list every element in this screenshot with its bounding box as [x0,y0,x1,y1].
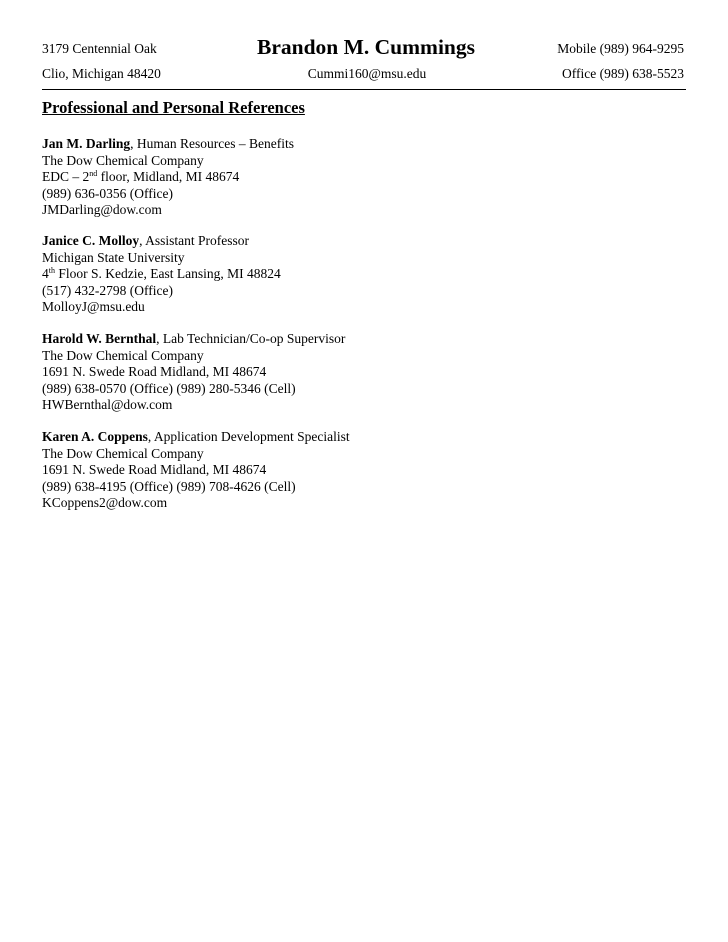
reference-title: , Application Development Specialist [147,429,350,444]
reference-phone: (989) 636-0356 (Office) [42,185,173,201]
header-street: 3179 Centennial Oak [42,41,157,56]
reference-name: Janice C. Molloy [42,233,140,248]
reference-address-superscript: th [48,266,55,275]
reference-address-part: 4 [42,266,49,281]
header-divider [42,89,686,90]
reference-block [42,233,281,316]
reference-heading [42,429,350,446]
reference-organization: The Dow Chemical Company [42,347,204,363]
reference-email[interactable]: MolloyJ@msu.edu [42,299,145,314]
reference-organization: The Dow Chemical Company [42,152,204,168]
reference-name: Jan M. Darling [42,136,131,151]
reference-name: Karen A. Coppens [42,429,148,444]
reference-email[interactable]: KCoppens2@dow.com [42,495,168,510]
section-title: Professional and Personal References [42,98,305,117]
header-email[interactable]: Cummi160@msu.edu [307,66,427,81]
reference-address-part: EDC – 2 [42,169,90,184]
header-name: Brandon M. Cummings [256,35,476,59]
reference-organization: Michigan State University [42,249,185,265]
reference-address: 1691 N. Swede Road Midland, MI 48674 [42,364,267,379]
reference-email[interactable]: HWBernthal@dow.com [42,397,173,412]
header-office: Office (989) 638-5523 [562,66,684,81]
reference-address [42,266,281,283]
reference-title: , Human Resources – Benefits [130,136,294,151]
reference-title: , Assistant Professor [139,233,250,248]
header-mobile: Mobile (989) 964-9295 [557,41,684,56]
reference-address: 1691 N. Swede Road Midland, MI 48674 [42,462,267,477]
reference-address-superscript: nd [89,169,98,178]
reference-block [42,331,345,414]
reference-phone: (517) 432-2798 (Office) [42,282,173,298]
reference-address-part: floor, Midland, MI 48674 [97,169,240,184]
reference-phone: (989) 638-4195 (Office) (989) 708-4626 (Cell) [42,478,296,494]
reference-heading [42,331,345,348]
header-city: Clio, Michigan 48420 [42,66,161,81]
reference-block [42,429,350,512]
reference-title: , Lab Technician/Co-op Supervisor [156,331,346,346]
reference-address [42,169,294,186]
reference-heading [42,233,281,250]
reference-name: Harold W. Bernthal [42,331,157,346]
reference-organization: The Dow Chemical Company [42,445,204,461]
reference-email[interactable]: JMDarling@dow.com [42,202,162,217]
reference-phone: (989) 638-0570 (Office) (989) 280-5346 (Cell) [42,380,296,396]
reference-address-part: Floor S. Kedzie, East Lansing, MI 48824 [54,266,281,281]
reference-heading [42,136,294,153]
reference-block [42,136,294,219]
